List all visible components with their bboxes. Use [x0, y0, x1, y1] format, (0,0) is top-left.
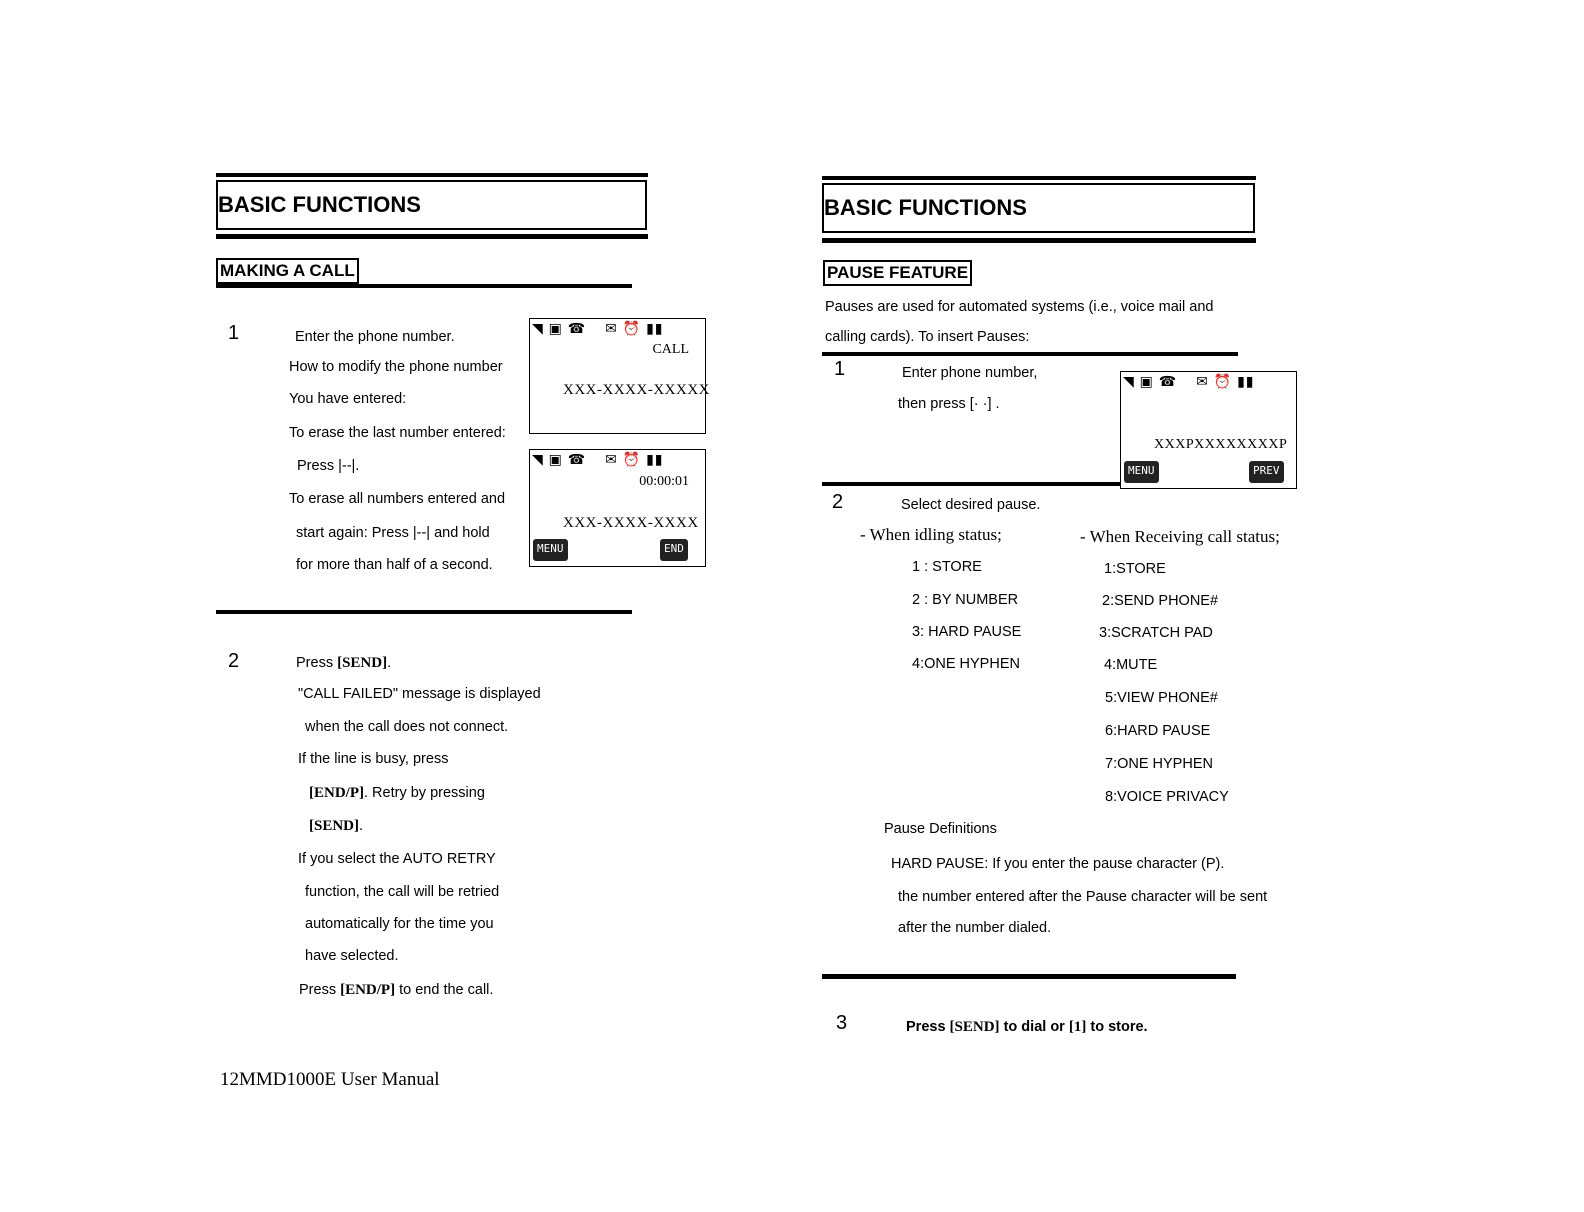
receiving-status-header: - When Receiving call status; — [1080, 527, 1280, 546]
display-status: CALL — [652, 342, 689, 357]
idle-menu-item: 3: HARD PAUSE — [912, 624, 1022, 640]
left-title-top-rule — [216, 173, 648, 177]
call-failed-line: "CALL FAILED" message is displayed — [298, 686, 541, 702]
receiving-menu-item: 8:VOICE PRIVACY — [1105, 789, 1229, 805]
alarm-icon: ⏰ — [622, 451, 642, 467]
display-number: XXX-XXXX-XXXXX — [563, 382, 710, 398]
one-key-label: [1] — [1068, 1019, 1087, 1035]
end-key-label: [END/P] — [309, 785, 364, 801]
softkey-end: END — [660, 539, 688, 561]
left-step1-line: start again: Press |--| and hold — [296, 525, 490, 541]
signal-icon: ◥ — [1123, 373, 1135, 389]
battery-icon: ▮▮ — [646, 451, 664, 467]
left-step-divider — [216, 610, 632, 614]
busy-line: [SEND]. — [309, 818, 364, 834]
pause-intro-line: Pauses are used for automated systems (i.e., voice mail and — [825, 299, 1214, 315]
phone-display-timer — [529, 449, 706, 567]
busy-line: [END/P]. Retry by pressing — [309, 785, 485, 801]
left-step2-number: 2 — [228, 650, 240, 672]
battery-icon: ▮▮ — [1237, 373, 1255, 389]
right-title-bottom-rule — [822, 238, 1256, 243]
signal-icon: ◥ — [532, 451, 544, 467]
left-section-title-box — [216, 180, 647, 230]
left-step1-line: To erase all numbers entered and — [289, 491, 506, 507]
pause-intro-line: calling cards). To insert Pauses: — [825, 329, 1030, 345]
receiving-menu-item: 2:SEND PHONE# — [1102, 593, 1219, 609]
auto-retry-line: automatically for the time you — [305, 916, 494, 932]
right-step1-number: 1 — [834, 358, 846, 380]
left-subsection-tag: MAKING A CALL — [216, 258, 359, 284]
left-step1-line: Press |--|. — [297, 458, 360, 474]
press-send-line: Press [SEND]. — [296, 655, 392, 671]
message-icon: ✉ — [605, 451, 618, 467]
left-step1-line: How to modify the phone number — [289, 359, 503, 375]
alarm-icon: ⏰ — [1213, 373, 1233, 389]
manual-footer: 12MMD1000E User Manual — [220, 1069, 440, 1090]
busy-line: If the line is busy, press — [298, 751, 449, 767]
left-title-bottom-rule — [216, 234, 648, 239]
right-section-title-box — [822, 183, 1255, 233]
receiving-menu-item: 6:HARD PAUSE — [1105, 723, 1211, 739]
call-failed-line: when the call does not connect. — [305, 719, 509, 735]
receiving-menu-item: 7:ONE HYPHEN — [1105, 756, 1213, 772]
right-title-top-rule — [822, 176, 1256, 180]
alarm-icon: ⏰ — [622, 320, 642, 336]
send-key-label: [SEND] — [309, 818, 360, 834]
phone-icon: ☎ — [567, 451, 587, 467]
battery-icon: ▮▮ — [646, 320, 664, 336]
display-number: XXXPXXXXXXXXP — [1154, 437, 1288, 452]
left-section-title: BASIC FUNCTIONS — [218, 192, 421, 217]
message-icon: ✉ — [1196, 373, 1209, 389]
softkey-prev: PREV — [1249, 461, 1284, 483]
right-section-title: BASIC FUNCTIONS — [824, 195, 1027, 220]
idle-menu-item: 4:ONE HYPHEN — [912, 656, 1020, 672]
pause-definition-line: HARD PAUSE: If you enter the pause character (P). — [891, 856, 1225, 872]
right-subsection-tag: PAUSE FEATURE — [823, 260, 972, 286]
auto-retry-line: If you select the AUTO RETRY — [298, 851, 496, 867]
display-call-timer: 00:00:01 — [639, 474, 689, 489]
idle-status-header: - When idling status; — [860, 525, 1002, 544]
pause-definition-line: the number entered after the Pause character will be sent — [898, 889, 1268, 905]
signal-icon: ◥ — [532, 320, 544, 336]
roaming-icon: ▣ — [1139, 373, 1154, 389]
right-step1-line: then press [· ·] . — [898, 396, 1000, 412]
right-step1-line: Enter phone number, — [902, 365, 1038, 381]
phone-icon: ☎ — [567, 320, 587, 336]
receiving-menu-item: 5:VIEW PHONE# — [1105, 690, 1218, 706]
end-call-line: Press [END/P] to end the call. — [299, 982, 494, 998]
receiving-menu-item: 1:STORE — [1104, 561, 1166, 577]
auto-retry-line: function, the call will be retried — [305, 884, 500, 900]
phone-display-call — [529, 318, 710, 434]
message-icon: ✉ — [605, 320, 618, 336]
send-key-label: [SEND] — [949, 1019, 1000, 1035]
phone-display-pause — [1120, 371, 1297, 489]
right-step2-number: 2 — [832, 491, 844, 513]
left-step1-line: You have entered: — [289, 391, 407, 407]
receiving-menu-item: 3:SCRATCH PAD — [1099, 625, 1213, 641]
softkey-menu: MENU — [533, 539, 568, 561]
pause-definitions-title: Pause Definitions — [884, 821, 997, 837]
idle-menu-item: 2 : BY NUMBER — [912, 592, 1019, 608]
idle-menu-item: 1 : STORE — [912, 559, 982, 575]
roaming-icon: ▣ — [548, 320, 563, 336]
end-key-label: [END/P] — [340, 982, 396, 998]
receiving-menu-item: 4:MUTE — [1104, 657, 1158, 673]
right-intro-rule — [822, 352, 1238, 356]
right-step2-line: Select desired pause. — [901, 497, 1041, 513]
send-key-label: [SEND] — [337, 655, 388, 671]
softkey-menu: MENU — [1124, 461, 1159, 483]
left-step1-number: 1 — [228, 322, 240, 344]
display-number: XXX-XXXX-XXXX — [563, 515, 699, 531]
roaming-icon: ▣ — [548, 451, 563, 467]
right-step3-number: 3 — [836, 1012, 848, 1034]
left-subsection-rule — [216, 284, 632, 288]
auto-retry-line: have selected. — [305, 948, 399, 964]
pause-definition-line: after the number dialed. — [898, 920, 1052, 936]
right-step2-divider — [822, 974, 1236, 979]
left-step1-line: for more than half of a second. — [296, 557, 493, 573]
right-step3-line: Press [SEND] to dial or [1] to store. — [906, 1019, 1148, 1035]
left-step1-line: To erase the last number entered: — [289, 425, 506, 441]
phone-icon: ☎ — [1158, 373, 1178, 389]
left-step1-line: Enter the phone number. — [295, 329, 455, 345]
right-step1-divider — [822, 482, 1120, 486]
